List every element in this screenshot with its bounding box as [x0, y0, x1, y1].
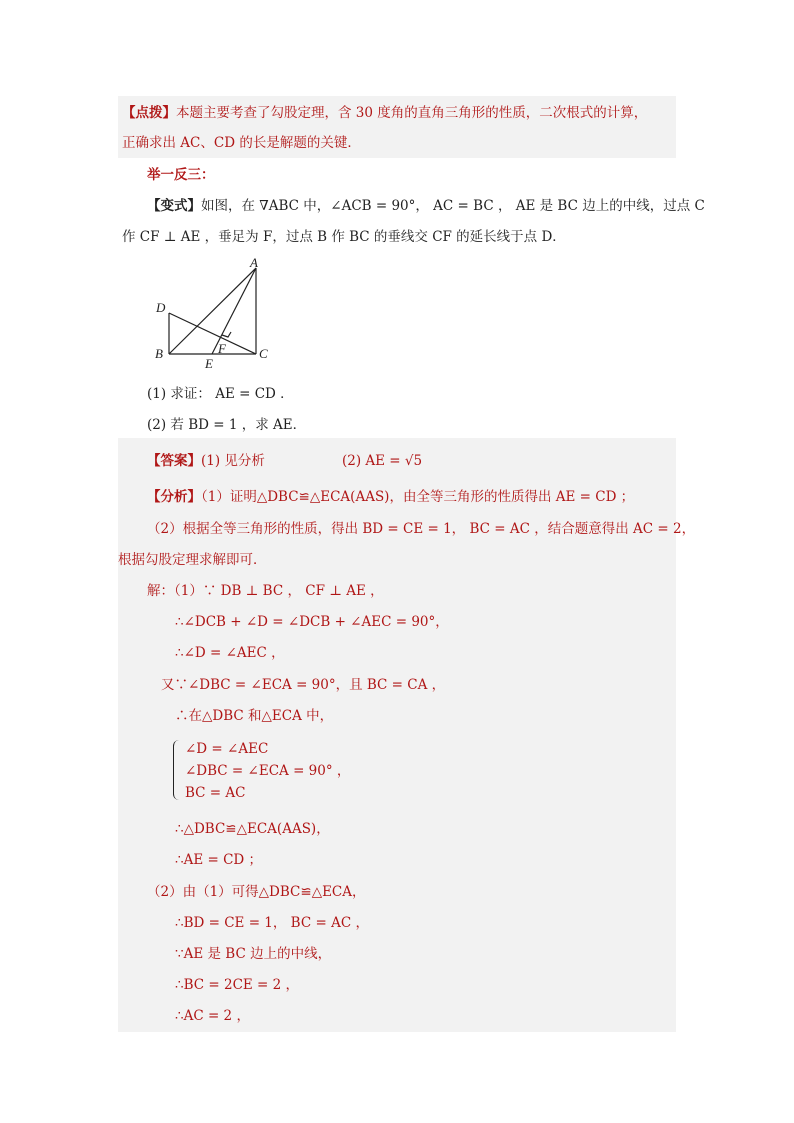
label-a: A: [250, 255, 258, 270]
solution-line-7: ∴AE = CD ；: [175, 852, 263, 868]
bianshi-line-1: [147, 197, 705, 215]
solution-line-1: 解：（1）∵ DB ⊥ BC ， CF ⊥ AE ，: [147, 583, 384, 599]
analysis-tag: 【分析】: [147, 489, 201, 505]
dianbo-line-2: 正确求出 AC、CD 的长是解题的关键．: [122, 135, 361, 151]
analysis-text-1: （1）证明△DBC≌△ECA(AAS)，由全等三角形的性质得出 AE = CD ；: [201, 489, 635, 505]
segment-ae: [212, 268, 256, 354]
solution-line-8: （2）由（1）可得△DBC≌△ECA，: [147, 884, 366, 900]
dianbo-line-1: [122, 104, 647, 122]
question-1: (1) 求证： AE = CD ．: [147, 386, 294, 402]
solution-line-11: ∴BC = 2CE = 2 ，: [175, 977, 300, 993]
solution-line-3: ∴∠D = ∠AEC ，: [175, 645, 285, 661]
analysis-line-1: [147, 488, 634, 506]
dianbo-text-1: 本题主要考查了勾股定理，含 30 度角的直角三角形的性质，二次根式的计算，: [176, 105, 648, 121]
right-angle-mark: [222, 332, 231, 337]
analysis-line-2: （2）根据全等三角形的性质，得出 BD = CE = 1， BC = AC ，结合题意得出 AC = 2，: [147, 521, 696, 537]
bianshi-line-2: 作 CF ⊥ AE ，垂足为 F，过点 B 作 BC 的垂线交 CF 的延长线于点 D．: [122, 229, 566, 245]
dianbo-tag: 【点拨】: [122, 105, 176, 121]
system-brace: [173, 740, 182, 800]
solution-line-9: ∴BD = CE = 1， BC = AC ，: [175, 915, 369, 931]
solution-line-6: ∴△DBC≌△ECA(AAS)，: [175, 821, 330, 837]
bianshi-text-1: 如图，在 ∇ABC 中，∠ACB = 90°， AC = BC ， AE 是 BC 边上的中线，过点 C: [201, 198, 705, 214]
segment-ab: [169, 268, 256, 354]
answer-line: [147, 452, 265, 470]
juyi-heading: 举一反三：: [147, 167, 215, 183]
solution-line-2: ∴∠DCB + ∠D = ∠DCB + ∠AEC = 90°，: [175, 614, 449, 630]
bianshi-tag: 【变式】: [147, 198, 201, 214]
solution-line-10: ∵AE 是 BC 边上的中线，: [175, 946, 332, 962]
label-c: C: [259, 346, 268, 361]
label-e: E: [205, 356, 213, 371]
label-d: D: [156, 300, 166, 315]
system-line-1: ∠D = ∠AEC: [185, 741, 269, 757]
answer-1: (1) 见分析: [201, 453, 265, 469]
segment-dc: [169, 313, 256, 354]
analysis-line-3: 根据勾股定理求解即可．: [118, 552, 267, 568]
answer-tag: 【答案】: [147, 453, 201, 469]
system-line-3: BC = AC: [185, 785, 246, 801]
answer-2: (2) AE = √5: [342, 453, 423, 469]
label-f: F: [218, 341, 226, 356]
question-2: (2) 若 BD = 1 ，求 AE．: [147, 417, 307, 433]
solution-line-4: 又∵∠DBC = ∠ECA = 90°，且 BC = CA ，: [161, 677, 446, 693]
system-line-2: ∠DBC = ∠ECA = 90° ，: [185, 763, 351, 779]
solution-line-5: ∴在△DBC 和△ECA 中，: [175, 708, 334, 724]
label-b: B: [155, 346, 163, 361]
solution-line-12: ∴AC = 2 ，: [175, 1008, 250, 1024]
